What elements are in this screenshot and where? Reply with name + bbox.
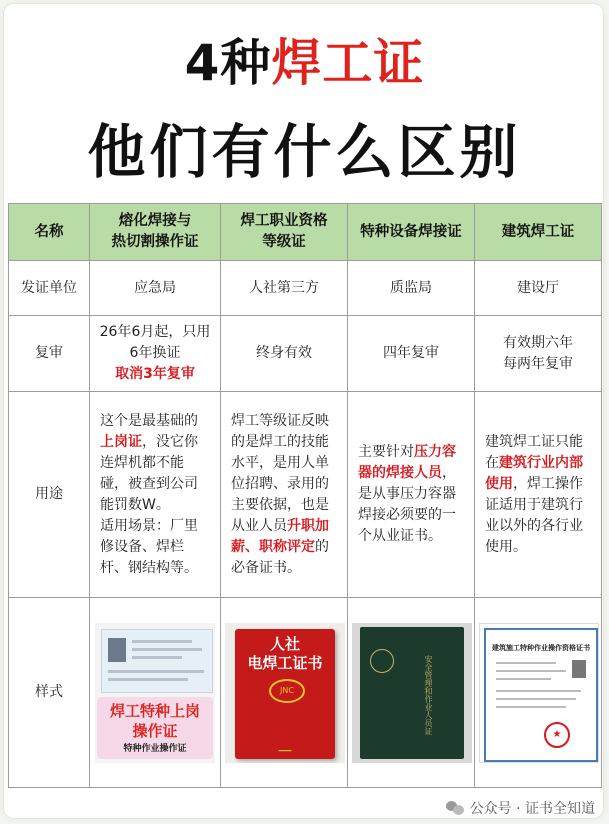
review-text: 有效期六年 xyxy=(503,334,573,351)
sample-image-special-equipment-cert xyxy=(352,623,472,763)
title-prefix: 4种 xyxy=(184,34,272,92)
sample-cell xyxy=(348,598,475,788)
usage-text: 建筑焊工证只能在 xyxy=(485,433,583,471)
usage-text: 的必备证书。 xyxy=(231,538,329,576)
usage-highlight: 上岗证 xyxy=(100,433,142,450)
usage-cell xyxy=(475,392,602,598)
review-cell: 终身有效 xyxy=(221,316,348,392)
watermark-text: 公众号 · 证书全知道 xyxy=(469,801,595,817)
id-card-graphic xyxy=(101,629,213,693)
sample-cell xyxy=(90,598,221,788)
sample-title: 焊工特种上岗 操作证 xyxy=(109,701,200,740)
header-cert-4: 建筑焊工证 xyxy=(475,204,602,261)
usage-highlight: 压力容器的焊接人员 xyxy=(358,444,456,481)
national-emblem xyxy=(370,649,394,673)
issuer-cell: 人社第三方 xyxy=(221,261,348,316)
row-label-issuer: 发证单位 xyxy=(9,261,90,316)
sample-title: 人社 电焊工证书 xyxy=(247,634,323,672)
header-cert-2: 焊工职业资格 等级证 xyxy=(221,204,348,261)
table-row xyxy=(9,392,602,598)
row-label-usage: 用途 xyxy=(9,392,90,598)
usage-text: ，是从事压力容器焊接必须要的一个从业证书。 xyxy=(358,465,456,544)
seal-icon: ★ xyxy=(544,722,570,748)
certificate-frame xyxy=(484,628,598,762)
usage-text: 主要针对 xyxy=(358,444,414,460)
page-title-line1 xyxy=(0,28,609,98)
review-text: 6年换证 xyxy=(129,345,181,361)
header-name: 名称 xyxy=(9,204,90,261)
sample-image-construction-cert xyxy=(479,623,599,763)
sample-cell xyxy=(475,598,602,788)
green-booklet xyxy=(360,627,464,759)
review-text: 26年6月起，只用 xyxy=(99,324,211,340)
usage-highlight: 升职加薪、职称评定 xyxy=(231,517,329,555)
table-header-row xyxy=(9,204,602,261)
comparison-table xyxy=(8,203,602,788)
usage-cell xyxy=(90,392,221,598)
review-highlight: 取消3年复审 xyxy=(115,366,195,382)
page-title-line2: 他们有什么区别 xyxy=(87,118,522,186)
sample-cell xyxy=(221,598,348,788)
usage-cell xyxy=(221,392,348,598)
title-highlight: 焊工证 xyxy=(271,34,425,92)
table-row xyxy=(9,261,602,316)
booklet-foot: ━━━ xyxy=(278,746,292,755)
certificate-heading: 建筑施工特种作业操作资格证书 xyxy=(492,643,590,652)
table-row xyxy=(9,598,602,788)
review-cell xyxy=(475,316,602,392)
usage-text: 焊工等级证反映的是焊工的技能水平，是用人单位招聘、录用的主要依据，也是从业人员 xyxy=(231,412,329,534)
portrait-image xyxy=(572,660,586,678)
wechat-icon xyxy=(446,801,464,815)
sample-image-skill-cert xyxy=(225,623,345,763)
emblem-logo: JNC xyxy=(269,679,305,703)
watermark xyxy=(446,798,595,818)
table-row xyxy=(9,316,602,392)
usage-cell xyxy=(348,392,475,598)
usage-text: 这个是最基础的 xyxy=(100,412,198,429)
usage-text: ，没它你连焊机都不能碰，被查到公司能罚数W。 xyxy=(100,433,198,513)
booklet-title: 安全管理和作业人员证 xyxy=(424,654,433,735)
header-cert-3: 特种设备焊接证 xyxy=(348,204,475,261)
row-label-sample: 样式 xyxy=(9,598,90,788)
issuer-cell: 质监局 xyxy=(348,261,475,316)
review-cell xyxy=(90,316,221,392)
usage-text: 适用场景：厂里修设备、焊栏杆、钢结构等。 xyxy=(100,517,198,576)
cert-banner xyxy=(97,697,213,759)
review-cell: 四年复审 xyxy=(348,316,475,392)
usage-highlight: 建筑行业内部使用 xyxy=(485,454,583,492)
row-label-review: 复审 xyxy=(9,316,90,392)
issuer-cell: 建设厅 xyxy=(475,261,602,316)
usage-text: ，焊工操作证适用于建筑行业以外的各行业使用。 xyxy=(485,475,583,555)
sample-image-operation-cert xyxy=(95,623,215,763)
issuer-cell: 应急局 xyxy=(90,261,221,316)
sample-subtitle: 特种作业操作证 xyxy=(123,743,187,754)
review-text: 每两年复审 xyxy=(503,355,573,372)
header-cert-1: 熔化焊接与 热切割操作证 xyxy=(90,204,221,261)
portrait-image xyxy=(108,638,126,662)
